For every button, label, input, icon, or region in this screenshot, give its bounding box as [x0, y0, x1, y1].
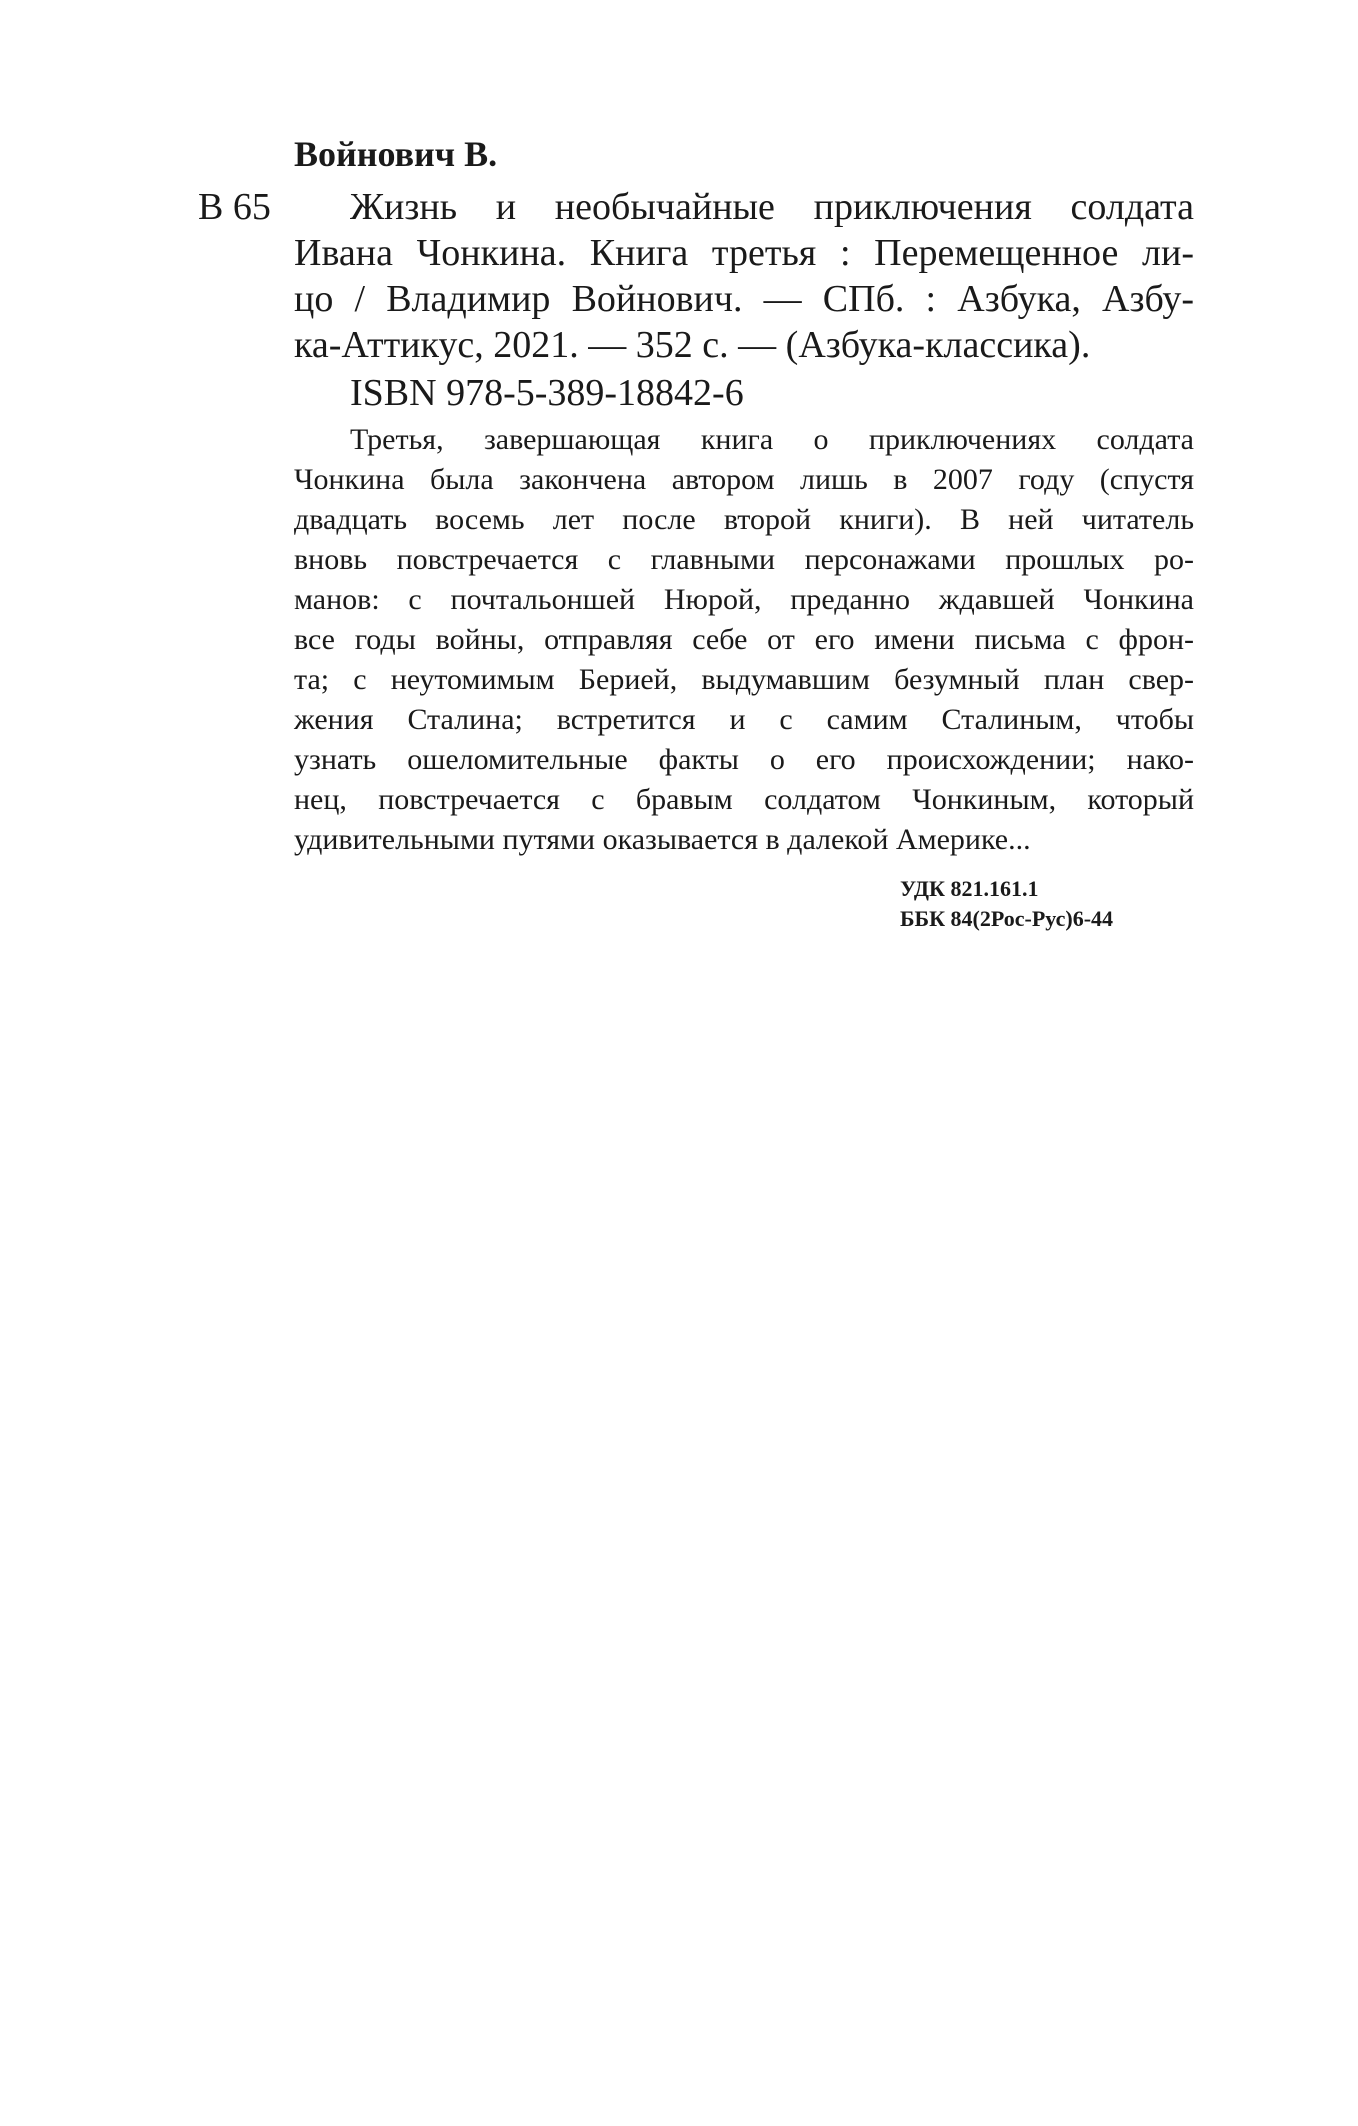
annotation-line: узнать ошеломительные факты о его происхождении; нако-: [294, 743, 1194, 776]
title-line: Ивана Чонкина. Книга третья : Перемещенное ли-: [294, 232, 1194, 274]
annotation-line: манов: с почтальоншей Нюрой, преданно ждавшей Чонкина: [294, 583, 1194, 616]
annotation-line: нец, повстречается с бравым солдатом Чонкиным, который: [294, 783, 1194, 816]
title-line: ка-Аттикус, 2021. — 352 с. — (Азбука-классика).: [294, 324, 1091, 366]
annotation-line: двадцать восемь лет после второй книги). В ней читатель: [294, 503, 1194, 536]
author-mark-code: В 65: [198, 186, 271, 228]
annotation-line: Чонкина была закончена автором лишь в 2007 году (спустя: [294, 463, 1194, 496]
annotation-line: вновь повстречается с главными персонажами прошлых ро-: [294, 543, 1194, 576]
annotation-line: жения Сталина; встретится и с самим Сталиным, чтобы: [294, 703, 1194, 736]
annotation-line: все годы войны, отправляя себе от его имени письма с фрон-: [294, 623, 1194, 656]
bibliographic-description: [294, 184, 1194, 368]
isbn: ISBN 978-5-389-18842-6: [350, 372, 744, 414]
classification-codes: [900, 874, 1113, 934]
udk-code: УДК 821.161.1: [900, 876, 1039, 901]
annotation-line: удивительными путями оказывается в далекой Америке...: [294, 823, 1031, 856]
author-heading: Войнович В.: [294, 134, 498, 174]
bbk-code: ББК 84(2Рос-Рус)6-44: [900, 906, 1114, 931]
title-line: Жизнь и необычайные приключения солдата: [350, 186, 1194, 228]
annotation-line: та; с неутомимым Берией, выдумавшим безумный план свер-: [294, 663, 1194, 696]
annotation: [294, 420, 1194, 860]
title-line: цо / Владимир Войнович. — СПб. : Азбука, Азбу-: [294, 278, 1194, 320]
annotation-line: Третья, завершающая книга о приключениях солдата: [350, 423, 1194, 456]
